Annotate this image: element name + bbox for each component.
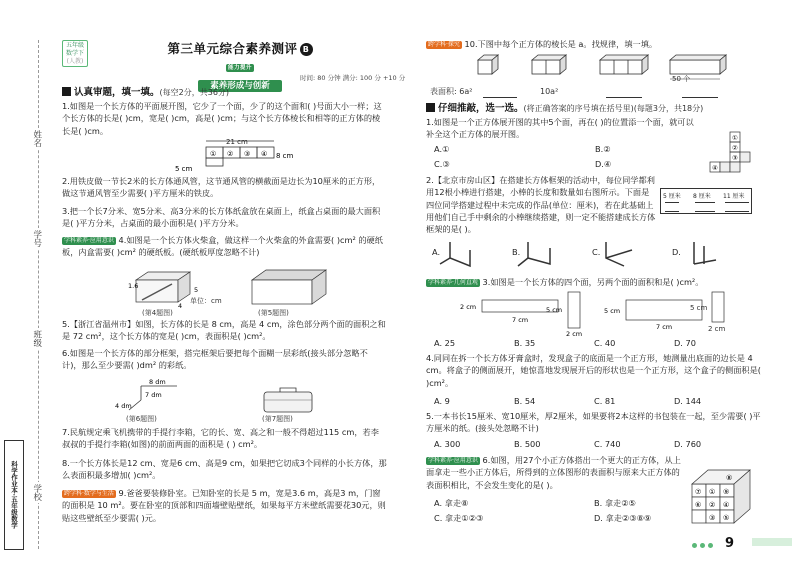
unit-label: 单位：cm (190, 297, 222, 305)
q6-text: 6.如图，用27个小正方体搭出一个更大的正方体，从上面拿走一些小正方体后，所得到的立体图形的表面积与原来大正方体的表面积相比，不会发生变化的是( )。 (426, 455, 681, 490)
answer-line-50[interactable] (682, 97, 718, 98)
frame-a-sticks (450, 242, 470, 266)
q9-text: 9.爸爸要装修卧室。已知卧室的长是 5 m，宽是3.6 m，高是3 m，门窗的面积是 10 m²。要在卧室的顶部和四面墙壁贴壁纸，如果每平方米壁纸需要花30元，则贴这些壁纸至少要需( )元。 (62, 488, 386, 523)
suitcase-handle (280, 388, 296, 392)
frame-a-stick (440, 258, 450, 264)
net-label-1: ① (732, 134, 738, 142)
s2-q6-option-b[interactable]: B. 拿走②⑤ (594, 498, 636, 508)
answer-line-1[interactable] (483, 97, 517, 98)
school-label: 学校 (31, 484, 42, 501)
s2-q1-option-d[interactable]: D.④ (595, 159, 612, 169)
cubes-top (600, 55, 648, 60)
face3-length: 7 cm (656, 323, 673, 331)
frame-b-sticks (528, 242, 550, 264)
s2-q4-option-a[interactable]: A. 9 (434, 396, 450, 406)
s2-q2-option-a[interactable]: A. (432, 247, 441, 257)
net-label-2: ② (732, 144, 738, 152)
caption-fig5: (第5题图) (258, 309, 289, 317)
surface-label-1: 表面积: 6a² (430, 87, 473, 96)
face-rect-4 (712, 292, 724, 322)
s2-question-3 (426, 276, 751, 288)
s2-q1-option-a[interactable]: A.① (434, 144, 450, 154)
sticks-5cm (665, 202, 679, 212)
sticks-8cm (695, 202, 715, 212)
net-cell-given (720, 162, 730, 172)
page-dots (692, 539, 722, 545)
cuboid-front (252, 280, 312, 304)
s2-q3-option-a[interactable]: A. 25 (434, 338, 456, 348)
s1-question-4 (62, 234, 387, 259)
dim-5: 5 (194, 286, 199, 294)
s2-q6-option-d[interactable]: D. 拿走②③⑧⑨ (594, 513, 652, 523)
cube-group-3 (600, 55, 648, 74)
s2-q3-option-c[interactable]: C. 40 (594, 338, 616, 348)
face-label-3: ③ (244, 150, 251, 158)
s2-q5-option-b[interactable]: B. 500 (514, 439, 541, 449)
caption-fig4: (第4题图) (142, 309, 173, 317)
cube-label-3: ③ (709, 514, 716, 522)
face-label-1: ① (210, 150, 217, 158)
s1-question-5: 5.【浙江省温州市】如图，长方体的长是 8 cm，高是 4 cm，涂色部分两个面的面积之和是 72 cm²，这个长方体的宽是( )cm，表面积是( )cm²。 (62, 319, 386, 342)
q6-tag: 学科素养·应用意识 (428, 457, 478, 464)
s2-question-4: 4.同同在拆一个长方体牙膏盒时，发现盒子的底面是一个正方形，她测量出底面的边长是 4 cm。将盒子的侧面展开，她惊喜地发现展开后的形状也是一个正方形，这个盒子的侧面积是( )cm²。 (426, 353, 761, 388)
q3-text: 3.如图是一个长方体的四个面，另两个面的面积和是( )cm²。 (482, 277, 704, 287)
page-title (162, 40, 318, 78)
cube-label-9: ⑨ (723, 488, 730, 496)
q10-text: 10.下图中每个正方体的棱长是 a。找规律，填一填。 (464, 39, 658, 49)
cube-label-1: ① (709, 488, 716, 496)
s1-question-10 (426, 38, 766, 50)
cube-grid (692, 470, 750, 523)
frame-figure (115, 376, 185, 416)
net-cell-given (740, 152, 750, 162)
dot (692, 543, 697, 548)
q10-tag: 跨学科·探究 (428, 41, 460, 48)
suitcase-body (264, 392, 312, 412)
s1-question-9 (62, 487, 387, 524)
cube-pattern-figure (470, 52, 730, 84)
face1-length: 7 cm (512, 316, 529, 324)
level-b-mark: B (300, 43, 313, 56)
face4-width: 2 cm (708, 325, 726, 333)
s2-q2-option-c[interactable]: C. (592, 247, 601, 257)
frame-option-b (518, 242, 550, 266)
q3-tag: 学科素养·几何直观 (428, 279, 478, 286)
s2-q2-option-d[interactable]: D. (672, 247, 681, 257)
level-tag: 能力提升 (227, 65, 252, 72)
frame-option-c (606, 242, 632, 266)
section-marker-icon (62, 87, 71, 96)
cube-label-4: ④ (723, 501, 730, 509)
net-cell-given (730, 162, 740, 172)
page-number: 9 (725, 536, 735, 551)
q4-tag: 学科素养·应用意识 (64, 237, 114, 244)
cube-front (478, 60, 492, 74)
s2-q4-option-b[interactable]: B. 54 (514, 396, 536, 406)
surface-label-2: 10a² (540, 87, 559, 96)
face-label-2: ② (227, 150, 234, 158)
long-cuboid-front (670, 60, 720, 74)
legend-8cm: 8 厘米 (693, 193, 711, 200)
q9-tag: 跨学科·数学与生活 (64, 490, 114, 497)
caption-fig6: (第6题图) (126, 415, 157, 423)
faces-figure (430, 290, 730, 338)
class-label: 班级 (31, 330, 42, 347)
s2-q3-option-b[interactable]: B. 35 (514, 338, 536, 348)
face2-width: 2 cm (566, 330, 583, 338)
cut-line (38, 40, 39, 549)
sticks-11cm (725, 202, 749, 212)
s2-q5-option-c[interactable]: C. 740 (594, 439, 621, 449)
caption-fig7: (第7题图) (262, 415, 293, 423)
cuboid-figure (248, 266, 332, 308)
s2-question-1: 1.如图是一个正方体展开图的其中5个面，再在( )的位置添一个面，就可以补全这个正方体的展开图。 (426, 117, 694, 140)
s1-question-7: 7.民航规定乘飞机携带的手提行李箱，它的长、宽、高之和一般不得超过115 cm，若李叔叔的手提行李箱(如图)的前面两面的面积是 ( ) cm²。 (62, 427, 379, 450)
s2-question-5: 5.一本书长15厘米、宽10厘米，厚2厘米，如果要将2本这样的书包装在一起，至少需要( )平方厘米的纸。(接头处忽略不计) (426, 411, 761, 434)
cube-label-6: ⑥ (695, 501, 702, 509)
answer-line-3[interactable] (606, 97, 642, 98)
dim-bottom: 5 cm (175, 165, 193, 173)
s1-question-1: 1.如图是一个长方体的平面展开图，它少了一个面，少了的这个面和( )号面大小一样；这个长方体的长是( )cm，宽是( )cm，高是( )cm；与这个长方体棱长和相等的正方体的棱长是( )cm。 (62, 101, 382, 136)
net-label-3: ③ (732, 154, 738, 162)
q4-text: 4.如图是一个长方体火柴盒，做这样一个火柴盒的外盒需要( )cm² 的硬纸板，内盒需要( )cm² 的硬纸板。(硬纸板厚度忽略不计) (62, 235, 383, 258)
subject-text: 数学下 (65, 49, 84, 57)
publisher-seal: 科学作业本·五年级数学 (4, 440, 24, 550)
net-label-4: ④ (712, 164, 718, 172)
face3-height: 5 cm (604, 307, 621, 315)
edition-text: (人教) (66, 57, 84, 65)
cube-label-2: ② (709, 501, 716, 509)
dim-1-6: 1.6 (128, 282, 139, 290)
dim-8dm: 8 dm (149, 378, 166, 386)
s2-q5-option-d[interactable]: D. 760 (674, 439, 702, 449)
frame-c-stick (606, 250, 632, 258)
face4-height: 5 cm (690, 304, 708, 312)
exam-meta: 时间: 80 分钟 满分: 100 分 +10 分 (300, 74, 406, 82)
binding-margin (0, 0, 48, 569)
net-face-bottom (206, 158, 223, 166)
dim-7dm: 7 dm (145, 391, 162, 399)
school-no-label: 学号 (31, 230, 42, 247)
s2-q3-option-d[interactable]: D. 70 (674, 338, 696, 348)
section-2-note: (将正确答案的序号填在括号里)(每题3分，共18分) (523, 104, 704, 113)
cube-group-1 (478, 55, 498, 74)
cube-label-8: ⑧ (726, 474, 733, 482)
title-box (162, 40, 318, 92)
s2-q2-option-b[interactable]: B. (512, 247, 521, 257)
face-label-4: ④ (261, 150, 268, 158)
face2-height: 5 cm (546, 306, 563, 314)
legend-11cm: 11 厘米 (723, 193, 745, 200)
grid-cell (692, 510, 706, 523)
grade-text: 五年级 (65, 42, 84, 49)
net-figure (170, 138, 294, 174)
s2-q6-option-a[interactable]: A. 拿走⑧ (434, 498, 469, 508)
s2-question-6 (426, 454, 684, 491)
net-choice-figure (706, 130, 752, 172)
footer-bar (752, 538, 792, 546)
frame-option-d (694, 242, 716, 264)
stick-legend (660, 188, 752, 214)
section-marker-icon (426, 103, 435, 112)
dot (700, 543, 705, 548)
frame-option-a (440, 242, 470, 266)
title-text: 第三单元综合素养测评 (167, 41, 298, 56)
cubes-front (600, 60, 642, 74)
s2-q1-option-c[interactable]: C.③ (434, 159, 450, 169)
matchbox-front (136, 280, 178, 302)
dot (708, 543, 713, 548)
big-cube-figure (690, 468, 756, 526)
s1-question-8: 8.一个长方体长是12 cm、宽是6 cm、高是9 cm，如果把它切成3个同样的小长方体，那么表面积最多增加( )cm²。 (62, 458, 387, 481)
s1-question-3: 3.把一个长7分米、宽5分米、高3分米的长方体纸盒放在桌面上，纸盒占桌面的最大面积是( )平方分米，占桌面的最小面积是( )平方分米。 (62, 206, 381, 229)
s2-q6-option-c[interactable]: C. 拿走①②③ (434, 513, 484, 523)
s2-q1-option-b[interactable]: B.② (595, 144, 611, 154)
frame-d-stick (694, 260, 716, 264)
s2-q4-option-d[interactable]: D. 144 (674, 396, 702, 406)
s1-question-2: 2.用铁皮做一节长2米的长方体通风管，这节通风管的横截面是边长为10厘米的正方形，做这节通风管至少需要( )平方厘米的铁皮。 (62, 176, 381, 199)
dim-4dm: 4 dm (115, 402, 132, 410)
s2-question-2: 2.【北京市房山区】在搭建长方体框架的活动中，每位同学都利用12根小棒进行搭建，小棒的长度和数量如右图所示。下面是四位同学搭建过程中未完成的作品(单位：厘米)，若在此基础上用他们自己手中剩余的小棒继续搭建，则一定不能搭建成长方体框架的是( )。 (426, 175, 656, 235)
face1-height: 2 cm (460, 303, 477, 311)
section-2-heading (426, 102, 703, 116)
cube-label-7: ⑦ (695, 488, 702, 496)
long-cuboid-top (670, 55, 726, 60)
cube-label-5: ⑤ (723, 514, 730, 522)
section-1-heading (62, 86, 229, 100)
count-label: 50 个 (672, 75, 691, 83)
cube-group-2 (532, 55, 566, 74)
dim-height: 8 cm (276, 152, 294, 160)
dim-4: 4 (178, 302, 183, 310)
grade-badge (62, 40, 88, 67)
face-rect-2 (568, 292, 580, 328)
s2-q5-option-a[interactable]: A. 300 (434, 439, 461, 449)
legend-5cm: 5 厘米 (663, 193, 681, 200)
frame-options-figure (436, 236, 736, 272)
s1-question-6: 6.如图是一个长方体的部分框架，搭完框架后要把每个面糊一层彩纸(接头部分忽略不计)，那么至少要需( )dm² 的彩纸。 (62, 348, 368, 371)
s2-q4-option-c[interactable]: C. 81 (594, 396, 616, 406)
section-2-title: 仔细推敲，选一选。 (438, 103, 524, 114)
section-1-title: 认真审题，填一填。 (74, 87, 160, 98)
suitcase-figure (258, 386, 318, 414)
dim-top: 21 cm (226, 138, 248, 146)
frame-b-stick (518, 258, 528, 266)
section-1-note: (每空2分，共36分) (159, 88, 230, 97)
subtitle-banner: 素养形成与创新 (198, 80, 282, 93)
name-label: 姓名 (31, 130, 42, 147)
